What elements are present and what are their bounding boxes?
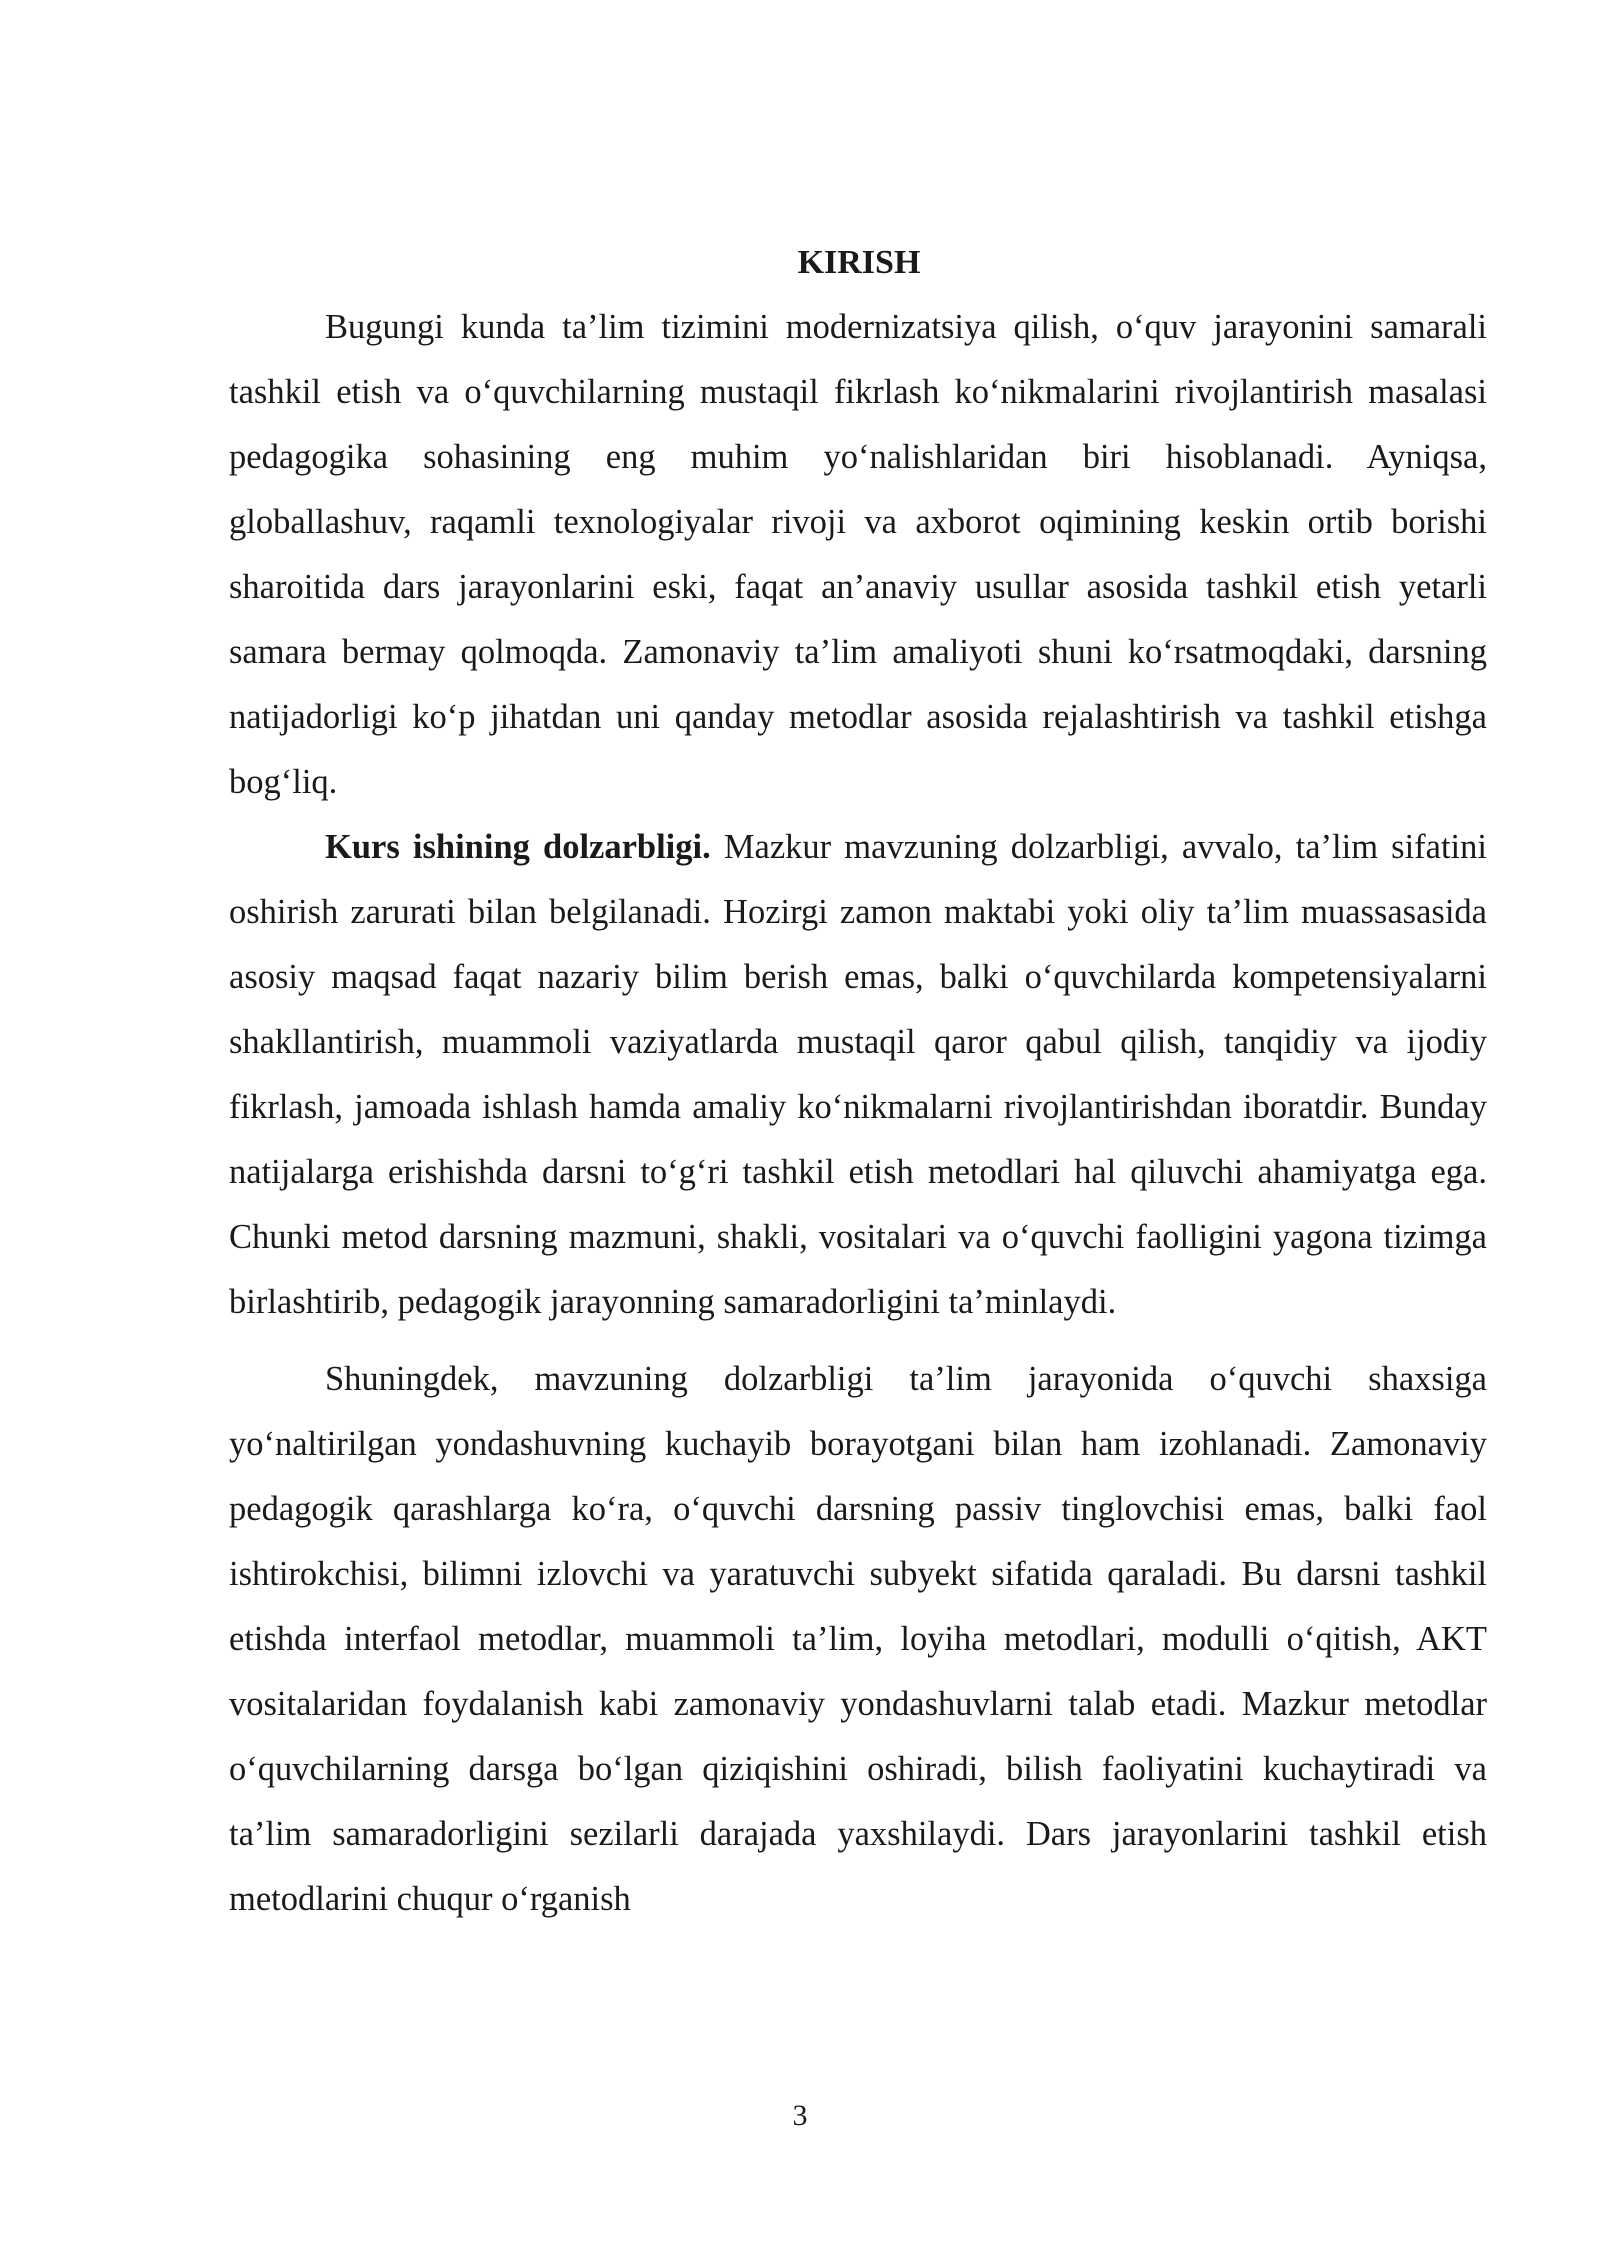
paragraph-intro (229, 295, 1487, 815)
page-number: 3 (792, 2099, 808, 2132)
page-content (229, 230, 1487, 1932)
paragraph-text: Bugungi kunda ta’lim tizimini modernizatsiya qilish, o‘quv jarayonini samarali tashkil etish va o‘quvchilarning mustaqil fikrlash ko‘nikmalarini rivojlantirish masalasi pedagogika sohasining eng muhim yo‘nalishlaridan biri hisoblanadi. Ayniqsa, globallashuv, raqamli texnologiyalar rivoji va axborot oqimining keskin ortib borishi sharoitida dars jarayonlarini eski, faqat an’anaviy usullar asosida tashkil etish yetarli samara bermay qolmoqda. Zamonaviy ta’lim amaliyoti shuni ko‘rsatmoqdaki, darsning natijadorligi ko‘p jihatdan uni qanday metodlar asosida rejalashtirish va tashkil etishga bog‘liq. (229, 308, 1487, 801)
paragraph-continuation (229, 1347, 1487, 1932)
paragraph-text: Shuningdek, mavzuning dolzarbligi ta’lim jarayonida o‘quvchi shaxsiga yo‘naltirilgan yondashuvning kuchayib borayotgani bilan ham izohlanadi. Zamonaviy pedagogik qarashlarga ko‘ra, o‘quvchi darsning passiv tinglovchisi emas, balki faol ishtirokchisi, bilimni izlovchi va yaratuvchi subyekt sifatida qaraladi. Bu darsni tashkil etishda interfaol metodlar, muammoli ta’lim, loyiha metodlari, modulli o‘qitish, AKT vositalaridan foydalanish kabi zamonaviy yondashuvlarni talab etadi. Mazkur metodlar o‘quvchilarning darsga bo‘lgan qiziqishini oshiradi, bilish faoliyatini kuchaytiradi va ta’lim samaradorligini sezilarli darajada yaxshilaydi. Dars jarayonlarini tashkil etish metodlarini chuqur o‘rganish (229, 1360, 1487, 1918)
paragraph-relevance (229, 815, 1487, 1335)
paragraph-text: Mazkur mavzuning dolzarbligi, avvalo, ta’lim sifatini oshirish zarurati bilan belgilanadi. Hozirgi zamon maktabi yoki oliy ta’lim muassasasida asosiy maqsad faqat nazariy bilim berish emas, balki o‘quvchilarda kompetensiyalarni shakllantirish, muammoli vaziyatlarda mustaqil qaror qabul qilish, tanqidiy va ijodiy fikrlash, jamoada ishlash hamda amaliy ko‘nikmalarni rivojlantirishdan iboratdir. Bunday natijalarga erishishda darsni to‘g‘ri tashkil etish metodlari hal qiluvchi ahamiyatga ega. Chunki metod darsning mazmuni, shakli, vositalari va o‘quvchi faolligini yagona tizimga birlashtirib, pedagogik jarayonning samaradorligini ta’minlaydi. (229, 828, 1487, 1321)
section-title: KIRISH (797, 244, 921, 281)
paragraph-lead-heading: Kurs ishining dolzarbligi. (325, 828, 711, 866)
